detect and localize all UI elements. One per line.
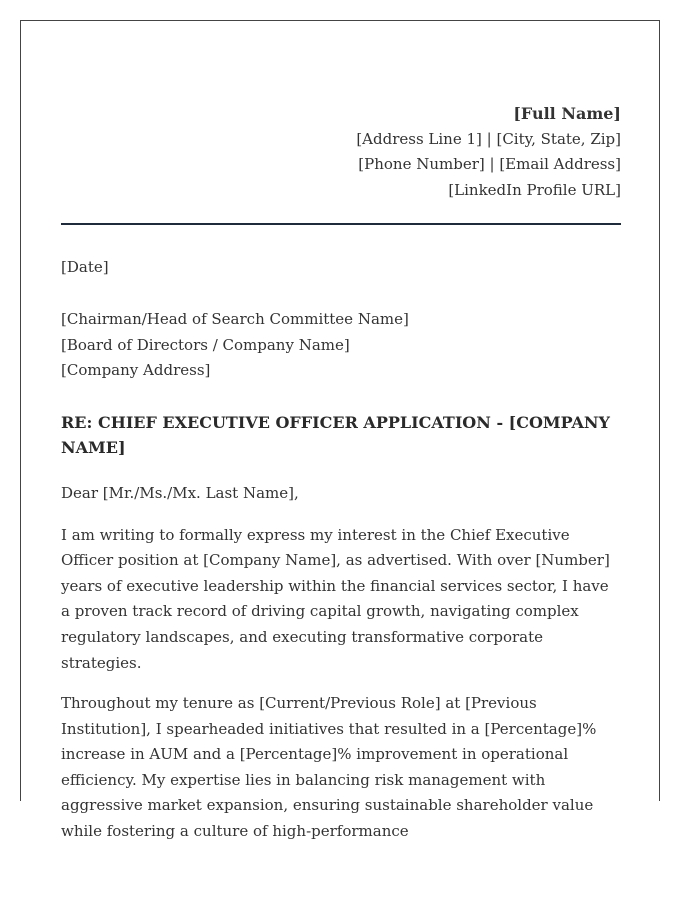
sender-linkedin: [LinkedIn Profile URL] <box>448 180 621 199</box>
subject-line: RE: CHIEF EXECUTIVE OFFICER APPLICATION - [COMPANY NAME] <box>61 412 610 458</box>
sender-address: [Address Line 1] | [City, State, Zip] <box>356 129 621 148</box>
recipient-organization: [Board of Directors / Company Name] <box>61 335 350 354</box>
letter-date: [Date] <box>61 258 109 277</box>
recipient-name: [Chairman/Head of Search Committee Name] <box>61 309 409 328</box>
sender-contact: [Phone Number] | [Email Address] <box>358 155 621 174</box>
letter-content <box>61 101 621 860</box>
sender-name: [Full Name] <box>513 104 621 123</box>
header-divider <box>61 223 621 225</box>
body-paragraph-1: I am writing to formally express my interest in the Chief Executive Officer position at [Company Name], as advertised. With over [Number] years of executive leadership within the financial services sector, I have a proven track record of driving capital growth, navigating complex regulatory landscapes, and executing transformative corporate strategies. <box>61 525 610 672</box>
sender-header <box>61 101 621 203</box>
recipient-address: [Company Address] <box>61 361 211 380</box>
letter-page <box>20 20 660 841</box>
salutation: Dear [Mr./Ms./Mx. Last Name], <box>61 483 299 502</box>
body-paragraph-2: Throughout my tenure as [Current/Previous Role] at [Previous Institution], I spearheaded initiatives that resulted in a [Percentage]% increase in AUM and a [Percentage]% improvement in operational efficiency. My expertise lies in balancing risk management with aggressive market expansion, ensuring sustainable shareholder value while fostering a culture of high-performance <box>61 694 597 841</box>
recipient-block <box>61 307 621 384</box>
